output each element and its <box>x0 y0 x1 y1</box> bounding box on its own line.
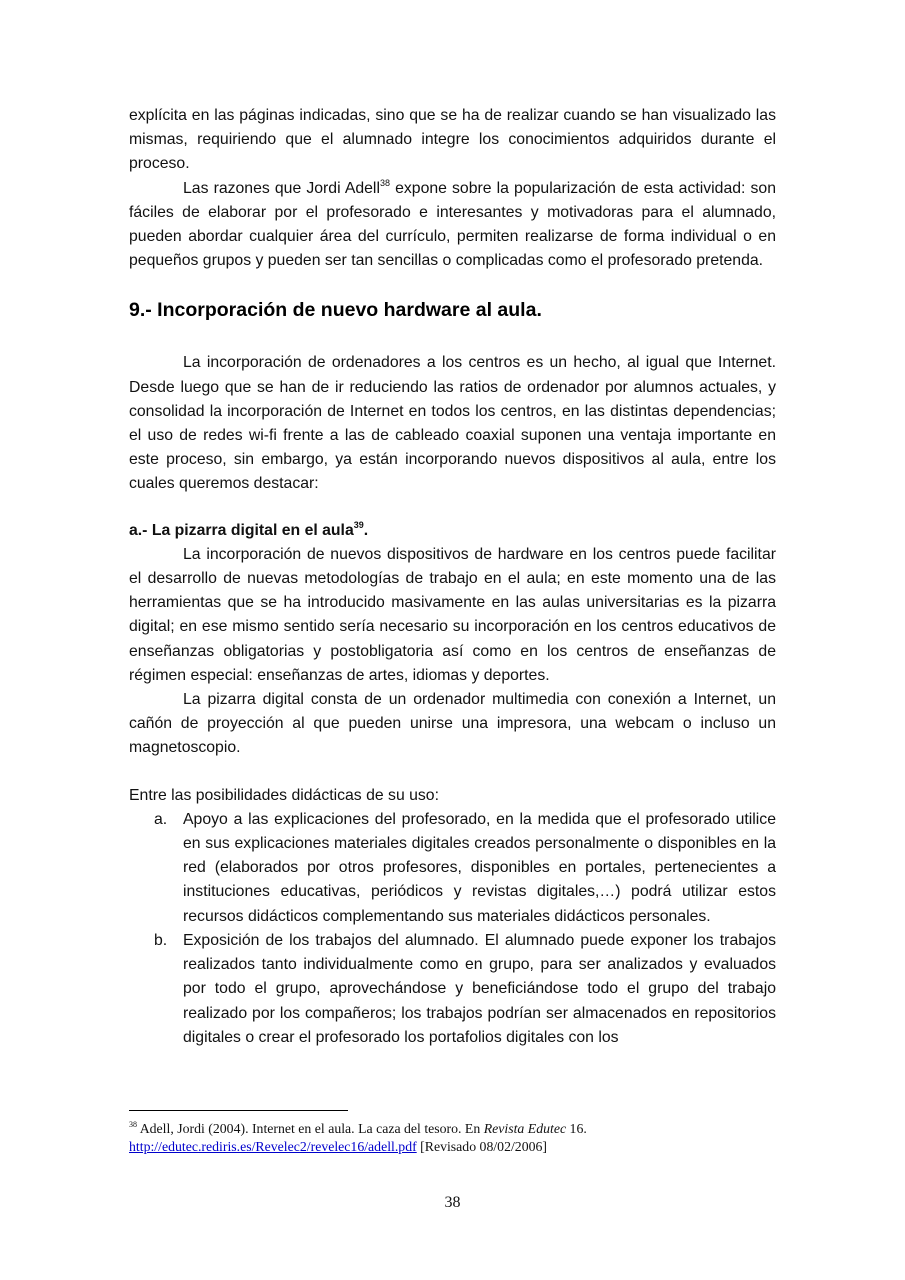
page-number: 38 <box>444 1194 461 1211</box>
paragraph-continuation: explícita en las páginas indicadas, sino que se ha de realizar cuando se han visualizado las mismas, requiriendo que el alumnado integre los conocimientos adquiridos durante el proceso. <box>129 107 776 173</box>
footnote <box>129 1120 776 1156</box>
list-marker: b. <box>154 931 168 949</box>
paragraph-text: expone sobre la popularización de esta actividad: son fáciles de elaborar por el profesorado e interesantes y motivadoras para el alumnado, pueden abordar cualquier área del currículo, permiten realizarse de forma individual o en pequeños grupos y pueden ser tan sencillas o complicadas como el profesorado pretenda. <box>129 179 776 270</box>
subsection-heading <box>129 519 776 543</box>
footnote-reviewed: [Revisado 08/02/2006] <box>416 1139 547 1154</box>
paragraph-text: Las razones que Jordi Adell <box>183 179 380 197</box>
paragraph-pizarra-components: La pizarra digital consta de un ordenador multimedia con conexión a Internet, un cañón de proyección al que pueden unirse una impresora, una webcam o incluso un magnetoscopio. <box>129 691 776 757</box>
paragraph-hardware-intro: La incorporación de ordenadores a los centros es un hecho, al igual que Internet. Desde luego que se han de ir reduciendo las ratios de ordenador por alumnos actuales, y consolidad la incorporación de Internet en todos los centros, en las distintas dependencias; el uso de redes wi-fi frente a las de cableado coaxial suponen una ventaja importante en este proceso, sin embargo, ya están incorporando nuevos dispositivos al aula, entre los cuales queremos destacar: <box>129 354 776 493</box>
footnote-link[interactable]: http://edutec.rediris.es/Revelec2/revelec16/adell.pdf <box>129 1139 417 1154</box>
subheading-end: . <box>363 521 369 539</box>
paragraph-pizarra-intro: La incorporación de nuevos dispositivos de hardware en los centros puede facilitar el desarrollo de nuevas metodologías de trabajo en el aula; en este momento una de las herramientas que se ha introducido masivamente en las aulas universitarias es la pizarra digital; en ese mismo sentido sería necesario su incorporación en los centros educativos de enseñanzas obligatorias y postobligatoria así como en los centros de enseñanzas de régimen especial: enseñanzas de artes, idiomas y deportes. <box>129 545 776 684</box>
possibilities-list <box>129 808 776 1050</box>
spacer <box>129 761 776 784</box>
footnote-journal: Revista Edutec <box>483 1121 567 1136</box>
section-heading: 9.- Incorporación de nuevo hardware al aula. <box>129 299 542 322</box>
footnote-reference[interactable]: 39 <box>353 519 364 530</box>
list-item-text: Exposición de los trabajos del alumnado. El alumnado puede exponer los trabajos realizados tanto individualmente como en grupo, para ser analizados y evaluados por todo el grupo, aprovechándose y beneficiándose todo el grupo del trabajo realizado por los compañeros; los trabajos podrían ser almacenados en repositorios digitales o crear el profesorado los portafolios digitales con los <box>183 931 776 1046</box>
list-intro: Entre las posibilidades didácticas de su uso: <box>129 786 439 804</box>
list-marker: a. <box>154 810 168 828</box>
page-body <box>129 104 776 1050</box>
list-item-text: Apoyo a las explicaciones del profesorado, en la medida que el profesorado utilice en sus explicaciones materiales digitales creados personalmente o disponibles en la red (elaborados por otros profesores, disponibles en portales, pertenecientes a instituciones educativas, periódicos y revistas digitales,…) podrá utilizar estos recursos didácticos complementando sus materiales didácticos personales. <box>183 810 776 925</box>
footnote-reference[interactable]: 38 <box>379 177 390 188</box>
subheading-text: a.- La pizarra digital en el aula <box>129 521 354 539</box>
list-item <box>129 808 776 929</box>
footnote-separator <box>129 1110 348 1111</box>
list-item <box>129 929 776 1050</box>
footnote-number: 38 <box>129 1120 137 1129</box>
paragraph-adell-reasons <box>129 177 776 274</box>
footnote-text-end: 16. <box>566 1121 587 1136</box>
footnote-text: Adell, Jordi (2004). Internet en el aula. La caza del tesoro. En <box>137 1121 484 1136</box>
